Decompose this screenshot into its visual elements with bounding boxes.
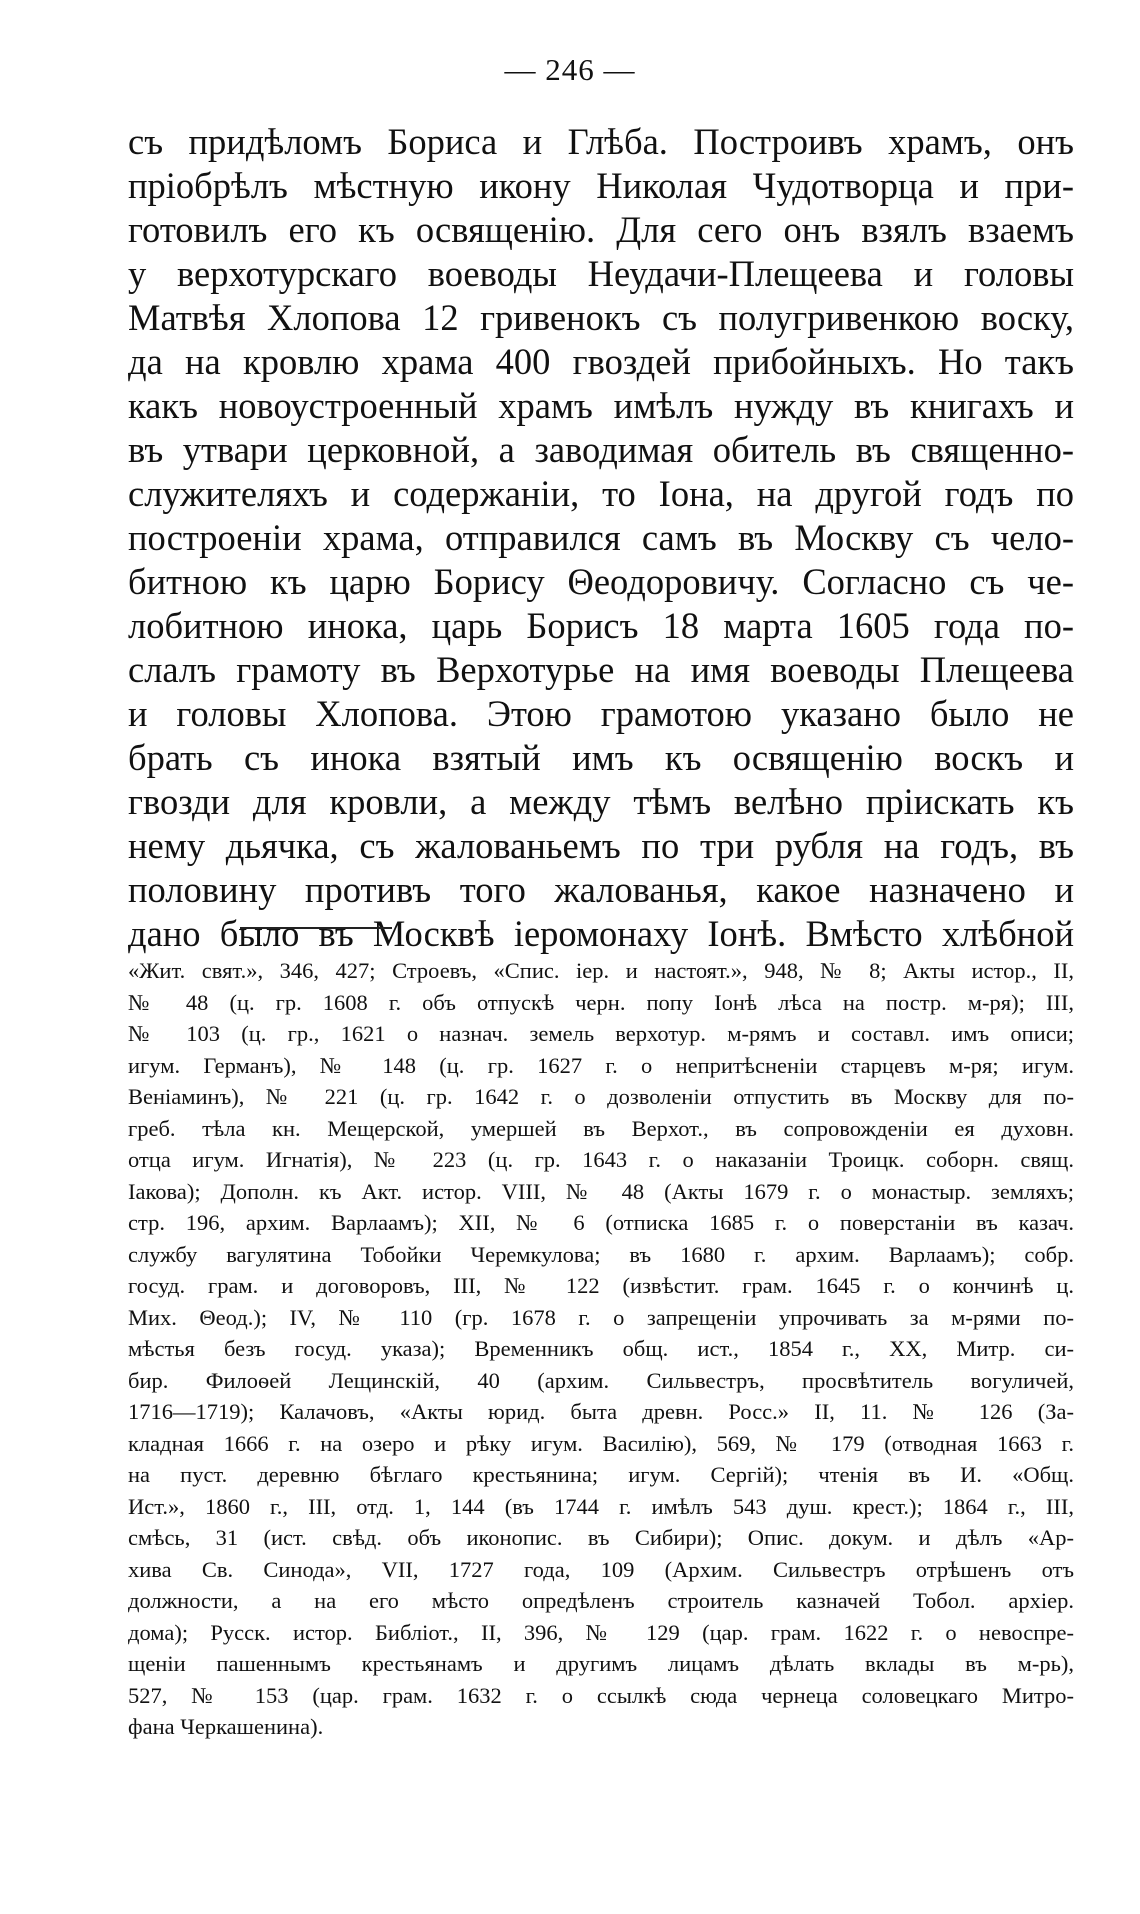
main-text-line: половину противъ того жалованья, какое назначено и <box>128 869 1074 910</box>
main-text-line: нему дьячка, съ жалованьемъ по три рубля на годъ, въ <box>128 825 1074 866</box>
footnote-line: службу вагулятина Тобойки Черемкулова; въ 1680 г. архим. Варлаамъ); собр. <box>128 1241 1074 1267</box>
main-text-line: пріобрѣлъ мѣстную икону Николая Чудотворца и при- <box>128 165 1074 206</box>
footnote-line: игум. Германъ), № 148 (ц. гр. 1627 г. о непритѣсненіи старцевъ м-ря; игум. <box>128 1052 1074 1078</box>
footnote-line: Іакова); Дополн. къ Акт. истор. VIII, № 48 (Акты 1679 г. о монастыр. земляхъ; <box>128 1178 1074 1204</box>
footnote-line: хива Св. Синода», VII, 1727 года, 109 (Архим. Сильвестръ отрѣшенъ отъ <box>128 1556 1074 1582</box>
main-text-line: и головы Хлопова. Этою грамотою указано было не <box>128 693 1074 734</box>
footnote-line: Мих. Θеод.); IV, № 110 (гр. 1678 г. о запрещеніи упрочивать за м-рями по- <box>128 1304 1074 1330</box>
main-text-line: гвозди для кровли, а между тѣмъ велѣно пріискать къ <box>128 781 1074 822</box>
footnote-divider <box>240 927 392 929</box>
footnote-line: на пуст. деревню бѣглаго крестьянина; игум. Сергій); чтенія въ И. «Общ. <box>128 1462 1074 1487</box>
footnote-line: смѣсь, 31 (ист. свѣд. объ иконопис. въ Сибири); Опис. докум. и дѣлъ «Ар- <box>128 1525 1074 1550</box>
footnote-line: Веніаминъ), № 221 (ц. гр. 1642 г. о дозволеніи отпустить въ Москву для по- <box>128 1084 1074 1109</box>
main-text-line: слалъ грамоту въ Верхотурье на имя воеводы Плещеева <box>128 649 1074 690</box>
main-text-line: построеніи храма, отправился самъ въ Москву съ чело- <box>128 517 1074 558</box>
footnote-line: дома); Русск. истор. Библіот., II, 396, № 129 (цар. грам. 1622 г. о невоспре- <box>128 1619 1074 1645</box>
main-text <box>128 120 1074 956</box>
main-text-line: Матвѣя Хлопова 12 гривенокъ съ полугривенкою воску, <box>128 297 1074 338</box>
footnote-line: стр. 196, архим. Варлаамъ); XII, № 6 (отписка 1685 г. о поверстаніи въ казач. <box>128 1210 1074 1235</box>
footnote-line: 1716—1719); Калачовъ, «Акты юрид. быта древн. Росс.» II, 11. № 126 (За- <box>128 1399 1074 1424</box>
footnote-line: отца игум. Игнатія), № 223 (ц. гр. 1643 г. о наказаніи Троицк. соборн. свящ. <box>128 1147 1074 1172</box>
footnote-line: № 103 (ц. гр., 1621 о назнач. земель верхотур. м-рямъ и составл. имъ описи; <box>128 1021 1074 1046</box>
footnote-line: кладная 1666 г. на озеро и рѣку игум. Василію), 569, № 179 (отводная 1663 г. <box>128 1430 1074 1456</box>
main-text-line: битною къ царю Борису Θеодоровичу. Согласно съ че- <box>128 561 1074 602</box>
main-text-line: лобитною инока, царь Борисъ 18 марта 1605 года по- <box>128 605 1074 646</box>
footnote <box>128 955 1074 1743</box>
main-text-line: какъ новоустроенный храмъ имѣлъ нужду въ книгахъ и <box>128 385 1074 426</box>
main-text-line: у верхотурскаго воеводы Неудачи-Плещеева и головы <box>128 253 1074 294</box>
main-text-line: въ утвари церковной, а заводимая обитель въ священно- <box>128 429 1074 470</box>
footnote-line: бир. Филоѳей Лещинскій, 40 (архим. Сильвестръ, просвѣтитель вогуличей, <box>128 1367 1074 1393</box>
footnote-line: фана Черкашенина). <box>128 1714 324 1739</box>
footnote-line: № 48 (ц. гр. 1608 г. объ отпускѣ черн. попу Іонѣ лѣса на постр. м-ря); III, <box>128 989 1074 1015</box>
main-text-line: брать съ инока взятый имъ къ освященію воскъ и <box>128 737 1074 778</box>
footnote-line: греб. тѣла кн. Мещерской, умершей въ Верхот., въ сопровожденіи ея духовн. <box>128 1115 1074 1141</box>
footnote-line: «Жит. свят.», 346, 427; Строевъ, «Спис. іер. и настоят.», 948, № 8; Акты истор., II, <box>128 958 1074 983</box>
main-text-line: съ придѣломъ Бориса и Глѣба. Построивъ храмъ, онъ <box>128 121 1074 162</box>
footnote-line: должности, а на его мѣсто опредѣленъ строитель казначей Тобол. архіер. <box>128 1588 1074 1613</box>
footnote-line: Ист.», 1860 г., III, отд. 1, 144 (въ 1744 г. имѣлъ 543 душ. крест.); 1864 г., III, <box>128 1493 1074 1519</box>
main-text-line: готовилъ его къ освященію. Для сего онъ взялъ взаемъ <box>128 209 1074 250</box>
footnote-line: госуд. грам. и договоровъ, III, № 122 (извѣстит. грам. 1645 г. о кончинѣ ц. <box>128 1273 1074 1298</box>
main-text-line: да на кровлю храма 400 гвоздей прибойныхъ. Но такъ <box>128 341 1074 382</box>
footnote-line: щеніи пашеннымъ крестьянамъ и другимъ лицамъ дѣлать вклады въ м-рь), <box>128 1651 1074 1676</box>
main-text-line: дано было въ Москвѣ іеромонаху Іонѣ. Вмѣсто хлѣбной <box>128 913 1074 954</box>
footnote-line: 527, № 153 (цар. грам. 1632 г. о ссылкѣ сюда чернеца соловецкаго Митро- <box>128 1682 1074 1708</box>
main-text-line: служителяхъ и содержаніи, то Іона, на другой годъ по <box>128 473 1074 514</box>
page-number: — 246 — <box>504 52 636 87</box>
footnote-line: мѣстья безъ госуд. указа); Временникъ общ. ист., 1854 г., XX, Митр. си- <box>128 1336 1074 1361</box>
